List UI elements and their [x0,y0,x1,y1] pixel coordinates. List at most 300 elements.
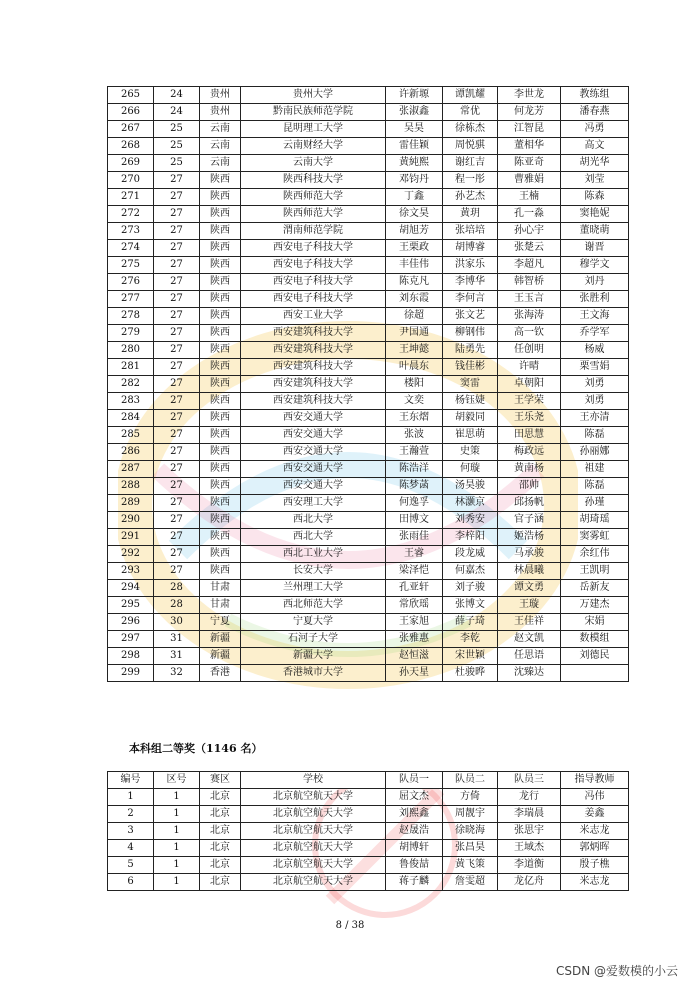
cell-member-1: 张淑鑫 [386,104,443,121]
cell-advisor: 陈磊 [561,478,629,495]
cell-member-3: 李超凡 [498,257,561,274]
cell-division: 甘肃 [200,580,241,597]
cell-advisor: 穆学文 [561,257,629,274]
cell-school: 西安建筑科技大学 [241,376,386,393]
table-row [108,138,629,155]
cell-advisor [561,665,629,682]
cell-member-3: 张楚云 [498,240,561,257]
cell-id: 6 [108,874,154,891]
cell-member-3: 马承骏 [498,546,561,563]
cell-member-3: 王玉言 [498,291,561,308]
table-row [108,121,629,138]
cell-advisor: 米志龙 [561,823,629,840]
cell-id: 276 [108,274,154,291]
cell-school: 宁夏大学 [241,614,386,631]
second-prize-table [107,771,629,891]
cell-school: 长安大学 [241,563,386,580]
cell-division: 陕西 [200,461,241,478]
table-row [108,665,629,682]
cell-school: 西安工业大学 [241,308,386,325]
cell-member-1: 王栗政 [386,240,443,257]
cell-member-2: 段龙威 [443,546,498,563]
cell-division: 陕西 [200,274,241,291]
cell-member-1: 何逸孚 [386,495,443,512]
cell-member-1: 胡旭芳 [386,223,443,240]
cell-id: 292 [108,546,154,563]
cell-advisor: 余红伟 [561,546,629,563]
cell-member-3: 李道衡 [498,857,561,874]
cell-member-3: 江智昆 [498,121,561,138]
cell-region-code: 1 [154,840,200,857]
cell-division: 陕西 [200,189,241,206]
cell-school: 西安建筑科技大学 [241,393,386,410]
cell-member-3: 王学荣 [498,393,561,410]
cell-region-code: 27 [154,478,200,495]
cell-advisor: 潘春燕 [561,104,629,121]
cell-advisor: 乔学军 [561,325,629,342]
cell-division: 新疆 [200,631,241,648]
cell-member-3: 黄南杨 [498,461,561,478]
cell-member-1: 刘东霞 [386,291,443,308]
cell-member-1: 梁泽恺 [386,563,443,580]
cell-advisor: 窦雾虹 [561,529,629,546]
cell-school: 北京航空航天大学 [241,789,386,806]
table-row [108,223,629,240]
cell-advisor: 董晓萌 [561,223,629,240]
table-row [108,410,629,427]
cell-member-2: 谢红吉 [443,155,498,172]
cell-division: 香港 [200,665,241,682]
cell-division: 北京 [200,806,241,823]
cell-school: 西安电子科技大学 [241,274,386,291]
cell-region-code: 1 [154,823,200,840]
cell-member-3: 龙亿舟 [498,874,561,891]
col-header-division: 赛区 [200,772,241,789]
cell-advisor: 胡琦瑶 [561,512,629,529]
cell-member-3: 王域杰 [498,840,561,857]
cell-school: 陕西科技大学 [241,172,386,189]
cell-advisor: 教练组 [561,87,629,104]
cell-member-1: 刘熙鑫 [386,806,443,823]
cell-advisor: 谢晋 [561,240,629,257]
cell-member-1: 屈文杰 [386,789,443,806]
table-row [108,291,629,308]
table-row [108,478,629,495]
cell-division: 陕西 [200,172,241,189]
cell-id: 284 [108,410,154,427]
cell-member-2: 何璇 [443,461,498,478]
cell-member-3: 王乐尧 [498,410,561,427]
cell-id: 270 [108,172,154,189]
cell-school: 北京航空航天大学 [241,874,386,891]
cell-advisor: 王亦清 [561,410,629,427]
cell-school: 兰州理工大学 [241,580,386,597]
cell-member-1: 王瀚萱 [386,444,443,461]
cell-member-2: 张文艺 [443,308,498,325]
table-header-row [108,772,629,789]
table-row [108,648,629,665]
table-row [108,189,629,206]
cell-advisor: 张胜利 [561,291,629,308]
cell-advisor: 高文 [561,138,629,155]
cell-member-3: 王楠 [498,189,561,206]
cell-member-3: 官子涵 [498,512,561,529]
cell-region-code: 31 [154,631,200,648]
cell-advisor: 郭炳晖 [561,840,629,857]
cell-school: 陕西师范大学 [241,206,386,223]
cell-member-3: 王佳祥 [498,614,561,631]
cell-id: 291 [108,529,154,546]
cell-division: 陕西 [200,291,241,308]
cell-member-1: 孙天星 [386,665,443,682]
cell-region-code: 31 [154,648,200,665]
cell-region-code: 27 [154,359,200,376]
cell-region-code: 28 [154,597,200,614]
cell-region-code: 25 [154,155,200,172]
cell-id: 298 [108,648,154,665]
cell-member-1: 徐超 [386,308,443,325]
cell-school: 云南大学 [241,155,386,172]
cell-member-2: 周靓宇 [443,806,498,823]
cell-division: 云南 [200,121,241,138]
cell-member-1: 徐文昊 [386,206,443,223]
cell-advisor: 万建杰 [561,597,629,614]
cell-member-1: 鲁俊喆 [386,857,443,874]
cell-id: 286 [108,444,154,461]
cell-member-2: 洪家乐 [443,257,498,274]
cell-id: 274 [108,240,154,257]
cell-school: 西北工业大学 [241,546,386,563]
cell-division: 贵州 [200,104,241,121]
cell-id: 278 [108,308,154,325]
cell-school: 新疆大学 [241,648,386,665]
cell-member-1: 丰佳伟 [386,257,443,274]
cell-school: 西安建筑科技大学 [241,359,386,376]
cell-id: 272 [108,206,154,223]
cell-member-1: 孔亚轩 [386,580,443,597]
cell-school: 西北师范大学 [241,597,386,614]
cell-member-3: 曹雅娟 [498,172,561,189]
table-row [108,546,629,563]
cell-region-code: 27 [154,495,200,512]
cell-member-2: 张培培 [443,223,498,240]
cell-member-1: 蒋子麟 [386,874,443,891]
cell-advisor: 孙丽娜 [561,444,629,461]
table-row [108,359,629,376]
cell-advisor: 冯勇 [561,121,629,138]
cell-region-code: 1 [154,874,200,891]
cell-member-1: 胡博轩 [386,840,443,857]
cell-school: 北京航空航天大学 [241,840,386,857]
cell-member-2: 程一彤 [443,172,498,189]
cell-region-code: 25 [154,138,200,155]
cell-member-2: 李梓阳 [443,529,498,546]
table-row [108,461,629,478]
cell-id: 297 [108,631,154,648]
cell-member-1: 张雅惠 [386,631,443,648]
cell-member-1: 丁鑫 [386,189,443,206]
cell-member-3: 邱扬帆 [498,495,561,512]
cell-region-code: 28 [154,580,200,597]
cell-id: 1 [108,789,154,806]
cell-member-3: 张思宇 [498,823,561,840]
cell-region-code: 30 [154,614,200,631]
cell-advisor: 陈磊 [561,427,629,444]
cell-school: 西安建筑科技大学 [241,325,386,342]
cell-region-code: 27 [154,240,200,257]
cell-member-3: 赵文凯 [498,631,561,648]
cell-member-1: 赵恒滋 [386,648,443,665]
cell-member-2: 宋世颖 [443,648,498,665]
cell-member-3: 韩智桥 [498,274,561,291]
cell-member-2: 刘秀安 [443,512,498,529]
cell-division: 陕西 [200,529,241,546]
table-row [108,87,629,104]
cell-division: 陕西 [200,427,241,444]
cell-advisor: 王文海 [561,308,629,325]
page-number: 8 / 38 [335,920,365,931]
table-row [108,104,629,121]
table-row [108,427,629,444]
cell-advisor: 陈森 [561,189,629,206]
cell-region-code: 27 [154,512,200,529]
cell-division: 陕西 [200,257,241,274]
cell-id: 287 [108,461,154,478]
cell-division: 北京 [200,823,241,840]
cell-school: 西北大学 [241,512,386,529]
cell-member-1: 张波 [386,427,443,444]
cell-division: 陕西 [200,223,241,240]
col-header-school: 学校 [241,772,386,789]
cell-advisor: 孙瑾 [561,495,629,512]
cell-region-code: 1 [154,857,200,874]
cell-id: 4 [108,840,154,857]
cell-member-1: 许新塬 [386,87,443,104]
cell-member-2: 史策 [443,444,498,461]
cell-advisor: 殷子樵 [561,857,629,874]
cell-id: 266 [108,104,154,121]
cell-advisor: 胡光华 [561,155,629,172]
cell-advisor: 姜鑫 [561,806,629,823]
cell-region-code: 27 [154,274,200,291]
cell-id: 281 [108,359,154,376]
cell-member-3: 张海涛 [498,308,561,325]
cell-member-3: 李世龙 [498,87,561,104]
cell-member-2: 崔思萌 [443,427,498,444]
cell-region-code: 27 [154,376,200,393]
table-row [108,257,629,274]
cell-id: 280 [108,342,154,359]
cell-id: 277 [108,291,154,308]
cell-id: 293 [108,563,154,580]
cell-id: 273 [108,223,154,240]
table-row [108,495,629,512]
cell-advisor: 刘勇 [561,393,629,410]
cell-region-code: 25 [154,121,200,138]
cell-id: 279 [108,325,154,342]
cell-member-2: 李博华 [443,274,498,291]
table-row [108,806,629,823]
cell-advisor: 岳新友 [561,580,629,597]
cell-member-3: 卓朝阳 [498,376,561,393]
cell-region-code: 27 [154,257,200,274]
cell-division: 陕西 [200,410,241,427]
table-row [108,597,629,614]
cell-school: 陕西师范大学 [241,189,386,206]
cell-advisor: 栗雪娟 [561,359,629,376]
cell-division: 云南 [200,155,241,172]
cell-region-code: 27 [154,393,200,410]
cell-division: 陕西 [200,563,241,580]
cell-region-code: 27 [154,563,200,580]
cell-advisor: 数模组 [561,631,629,648]
cell-member-1: 吴昊 [386,121,443,138]
cell-division: 陕西 [200,478,241,495]
cell-member-1: 张雨佳 [386,529,443,546]
cell-school: 西安交通大学 [241,461,386,478]
cell-division: 北京 [200,857,241,874]
cell-advisor: 米志龙 [561,874,629,891]
table-row [108,444,629,461]
cell-member-2: 李何言 [443,291,498,308]
table-row [108,155,629,172]
cell-region-code: 32 [154,665,200,682]
cell-member-2: 胡毅同 [443,410,498,427]
cell-division: 北京 [200,874,241,891]
cell-member-1: 雷佳颖 [386,138,443,155]
cell-region-code: 27 [154,291,200,308]
cell-region-code: 24 [154,104,200,121]
cell-member-2: 钱佳彬 [443,359,498,376]
cell-member-2: 常优 [443,104,498,121]
cell-id: 271 [108,189,154,206]
cell-member-3: 李瑞晨 [498,806,561,823]
cell-member-3: 田思慧 [498,427,561,444]
cell-advisor: 刘丹 [561,274,629,291]
csdn-watermark-text: CSDN @爱数模的小云 [555,964,678,978]
section-title: 本科组二等奖（1146 名） [129,742,263,755]
cell-advisor: 宋娟 [561,614,629,631]
table-row [108,393,629,410]
cell-member-1: 王家旭 [386,614,443,631]
cell-member-1: 陈克凡 [386,274,443,291]
cell-member-2: 方倚 [443,789,498,806]
table-row [108,206,629,223]
cell-member-3: 孙心宇 [498,223,561,240]
table-row [108,857,629,874]
table-row [108,529,629,546]
cell-region-code: 27 [154,461,200,478]
cell-member-2: 薛子琦 [443,614,498,631]
cell-division: 新疆 [200,648,241,665]
first-prize-table-continued [107,86,629,682]
cell-division: 陕西 [200,342,241,359]
cell-advisor: 窦艳妮 [561,206,629,223]
table-row [108,240,629,257]
cell-region-code: 27 [154,444,200,461]
cell-school: 西安理工大学 [241,495,386,512]
table-row [108,614,629,631]
cell-region-code: 27 [154,308,200,325]
cell-division: 陕西 [200,308,241,325]
cell-division: 陕西 [200,206,241,223]
cell-school: 北京航空航天大学 [241,806,386,823]
cell-member-2: 杜骏晔 [443,665,498,682]
cell-member-1: 尹国通 [386,325,443,342]
cell-school: 西安电子科技大学 [241,291,386,308]
cell-division: 云南 [200,138,241,155]
cell-member-3: 林晨曦 [498,563,561,580]
cell-school: 西安交通大学 [241,444,386,461]
cell-region-code: 27 [154,529,200,546]
cell-region-code: 27 [154,546,200,563]
cell-member-3: 任思语 [498,648,561,665]
cell-region-code: 27 [154,206,200,223]
cell-region-code: 27 [154,342,200,359]
cell-member-2: 黄飞策 [443,857,498,874]
cell-division: 陕西 [200,376,241,393]
cell-advisor: 刘勇 [561,376,629,393]
cell-member-3: 王璇 [498,597,561,614]
cell-member-2: 何嘉杰 [443,563,498,580]
cell-advisor: 祖建 [561,461,629,478]
cell-id: 296 [108,614,154,631]
col-header-member-1: 队员一 [386,772,443,789]
cell-division: 贵州 [200,87,241,104]
cell-member-1: 王睿 [386,546,443,563]
cell-member-3: 何龙芳 [498,104,561,121]
cell-division: 宁夏 [200,614,241,631]
cell-region-code: 27 [154,172,200,189]
table-row [108,308,629,325]
cell-member-3: 沈臻达 [498,665,561,682]
cell-member-3: 任创明 [498,342,561,359]
cell-member-2: 刘子骏 [443,580,498,597]
cell-id: 2 [108,806,154,823]
cell-school: 石河子大学 [241,631,386,648]
cell-member-1: 王坤懿 [386,342,443,359]
col-header-region-code: 区号 [154,772,200,789]
cell-member-3: 董相华 [498,138,561,155]
cell-id: 283 [108,393,154,410]
cell-member-2: 黄玥 [443,206,498,223]
cell-member-3: 陈亚奇 [498,155,561,172]
cell-member-2: 汤昊骏 [443,478,498,495]
cell-school: 西安电子科技大学 [241,240,386,257]
cell-id: 288 [108,478,154,495]
cell-division: 北京 [200,840,241,857]
cell-member-2: 谭凯耀 [443,87,498,104]
cell-school: 云南财经大学 [241,138,386,155]
col-header-member-3: 队员三 [498,772,561,789]
cell-division: 陕西 [200,325,241,342]
cell-member-2: 柳钢伟 [443,325,498,342]
cell-member-3: 许晴 [498,359,561,376]
cell-member-2: 徐栋杰 [443,121,498,138]
cell-advisor: 王凯明 [561,563,629,580]
cell-member-2: 胡博睿 [443,240,498,257]
cell-member-3: 谭文勇 [498,580,561,597]
cell-advisor: 刘德民 [561,648,629,665]
cell-advisor: 刘莹 [561,172,629,189]
cell-id: 267 [108,121,154,138]
cell-id: 282 [108,376,154,393]
cell-id: 299 [108,665,154,682]
table-row [108,789,629,806]
cell-region-code: 27 [154,410,200,427]
cell-member-1: 陈梦菡 [386,478,443,495]
cell-school: 渭南师范学院 [241,223,386,240]
